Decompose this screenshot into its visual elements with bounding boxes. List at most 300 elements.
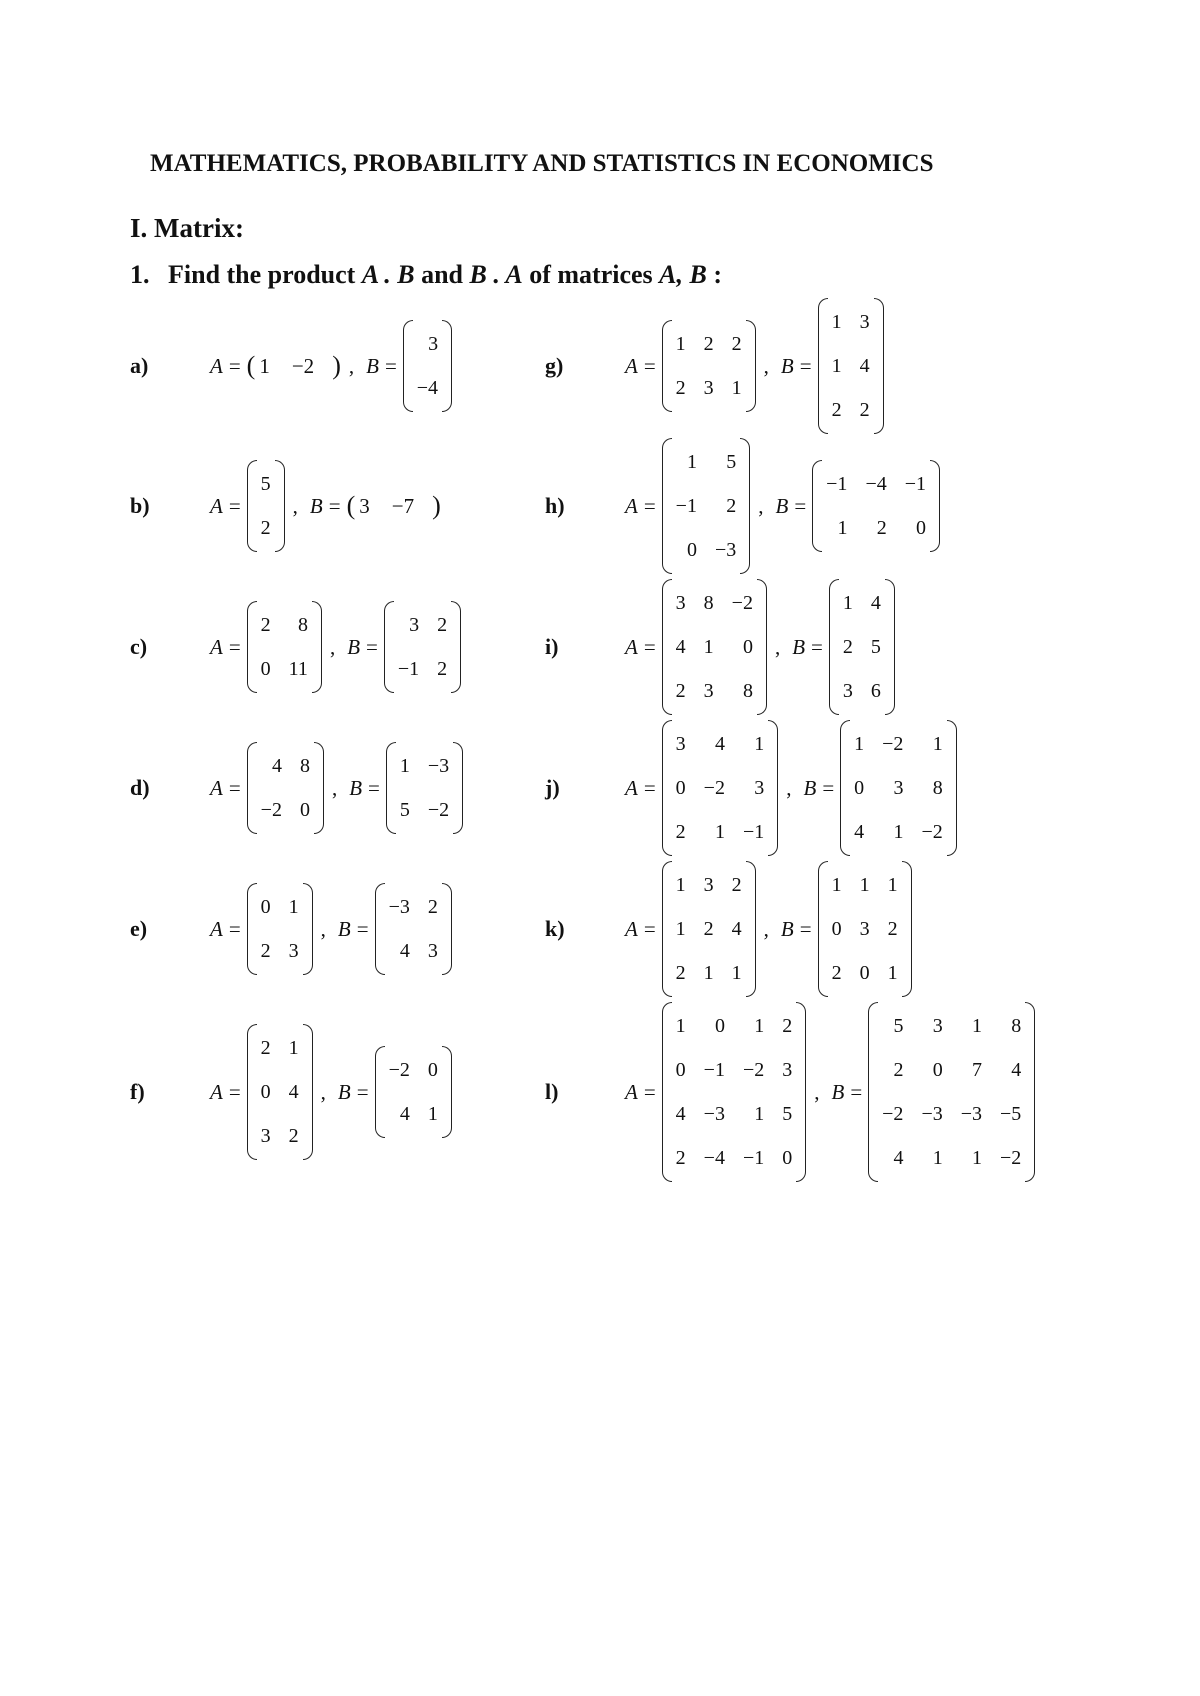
b-grid	[385, 1046, 442, 1138]
bracket-right	[275, 460, 285, 552]
b-matrix	[868, 1002, 1035, 1182]
matrix-entry: 3	[703, 679, 714, 702]
b-grid	[413, 320, 442, 412]
problem-equation	[625, 861, 912, 997]
bracket-right	[453, 742, 463, 834]
matrix-entry: 2	[831, 398, 842, 421]
matrix-entry: 2	[437, 657, 448, 680]
matrix-entry: 1	[754, 1102, 765, 1125]
matrix-entry: −2	[921, 820, 943, 843]
equals-sign: =	[643, 1079, 656, 1104]
matrix-entry: −4	[416, 376, 439, 399]
bracket-left	[812, 460, 822, 552]
var-b: B	[366, 353, 379, 378]
matrix-entry: 3	[703, 873, 714, 896]
matrix-entry: 2	[675, 820, 686, 843]
equals-sign: =	[643, 493, 656, 518]
bracket-left	[403, 320, 413, 412]
matrix-entry: 8	[297, 613, 308, 636]
matrix-entry: 2	[437, 613, 448, 636]
matrix-entry: 1	[288, 1036, 299, 1059]
b-matrix	[818, 298, 884, 434]
problem-k	[545, 873, 912, 984]
matrix-entry: 2	[260, 516, 271, 539]
comma: ,	[763, 916, 769, 941]
matrix-entry: 3	[675, 732, 686, 755]
var-a: A	[625, 916, 638, 941]
matrix-entry: 2	[703, 917, 714, 940]
matrix-entry: 8	[703, 591, 714, 614]
matrix-entry: 2	[782, 1014, 793, 1037]
bracket-left	[247, 460, 257, 552]
question-1	[130, 260, 722, 290]
matrix-entry: 8	[1011, 1014, 1022, 1037]
matrix-entry: −2	[260, 798, 282, 821]
matrix-entry: 1	[837, 516, 848, 539]
b-grid	[394, 601, 451, 693]
equals-sign: =	[228, 916, 241, 941]
var-b: B	[347, 634, 361, 659]
equals-sign: =	[368, 775, 380, 800]
problem-equation	[625, 579, 895, 715]
a-matrix	[662, 438, 751, 574]
matrix-entry: −3	[388, 895, 410, 918]
matrix-entry: −3	[960, 1102, 982, 1125]
matrix-entry: 2	[675, 961, 686, 984]
problem-i	[545, 591, 895, 702]
a-matrix	[662, 579, 767, 715]
matrix-entry: 1	[972, 1146, 982, 1169]
b-grid	[396, 742, 453, 834]
matrix-entry: −4	[865, 472, 887, 495]
matrix-entry: −1	[904, 472, 926, 495]
comma: ,	[329, 634, 336, 659]
page-title: MATHEMATICS, PROBABILITY AND STATISTICS IN ECONOMICS	[150, 150, 934, 177]
matrix-entry: 2	[260, 939, 271, 962]
bracket-left	[662, 720, 672, 856]
problem-label: j)	[545, 775, 560, 800]
matrix-entry: 2	[842, 635, 853, 658]
b-grid	[822, 460, 930, 552]
comma: ,	[774, 634, 781, 659]
matrix-entry: 1	[703, 961, 714, 984]
bracket-right	[757, 579, 767, 715]
equals-sign: =	[643, 353, 656, 378]
matrix-entry: 5	[399, 798, 410, 821]
problem-label: b)	[130, 493, 150, 518]
matrix-entry: 0	[260, 1080, 271, 1103]
matrix-entry: 3	[428, 332, 439, 355]
matrix-entry: 2	[726, 494, 737, 517]
matrix-entry: 0	[831, 917, 842, 940]
matrix-entry: −4	[703, 1146, 725, 1169]
matrix-entry: −5	[1000, 1102, 1022, 1125]
equals-sign: =	[799, 916, 812, 941]
equals-sign: =	[228, 1079, 241, 1104]
bracket-left	[662, 861, 672, 997]
a-grid	[257, 601, 312, 693]
equals-sign: =	[850, 1079, 863, 1104]
matrix-entry: 3	[782, 1058, 793, 1081]
bracket-left	[662, 579, 672, 715]
matrix-entry: 1	[932, 732, 943, 755]
bracket-left	[247, 742, 257, 834]
equals-sign: =	[799, 353, 812, 378]
matrix-entry: −2	[388, 1058, 410, 1081]
paren-right: )	[432, 491, 441, 520]
matrix-entry: 1	[859, 873, 870, 896]
bracket-left	[840, 720, 850, 856]
a-matrix	[662, 1002, 807, 1182]
matrix-entry: −1	[742, 1146, 765, 1169]
bracket-left	[247, 1024, 257, 1160]
matrix-entry: −2	[703, 776, 725, 799]
matrix-entry: 2	[427, 895, 438, 918]
equals-sign: =	[356, 916, 369, 941]
matrix-entry: 1	[854, 732, 865, 755]
matrix-entry: 4	[859, 354, 870, 377]
a-grid	[672, 320, 746, 412]
b-matrix	[818, 861, 912, 997]
matrix-entry: 2	[859, 398, 870, 421]
a-matrix	[247, 1024, 313, 1160]
b-matrix	[840, 720, 957, 856]
matrix-entry: 2	[675, 679, 686, 702]
problem-label: g)	[545, 353, 564, 378]
matrix-entry: −2	[731, 591, 753, 614]
var-b: B	[792, 634, 806, 659]
matrix-entry: 8	[742, 679, 753, 702]
matrix-entry: 0	[854, 776, 865, 799]
bracket-right	[746, 861, 756, 997]
equals-sign: =	[811, 634, 823, 659]
paren-left: (	[346, 491, 356, 520]
bracket-left	[818, 861, 828, 997]
comma: ,	[758, 493, 764, 518]
matrix-entry: −1	[742, 820, 765, 843]
problem-b	[130, 472, 441, 539]
matrix-entry: 5	[260, 472, 271, 495]
paren-right: )	[332, 351, 341, 380]
matrix-entry: 4	[271, 754, 282, 777]
matrix-entry: −2	[742, 1058, 765, 1081]
var-b: B	[309, 493, 323, 518]
matrix-entry: 1	[686, 450, 697, 473]
a-grid	[672, 438, 741, 574]
bracket-left	[829, 579, 839, 715]
matrix-entry: 0	[260, 657, 271, 680]
matrix-entry: 4	[1011, 1058, 1022, 1081]
matrix-entry: 1	[831, 873, 842, 896]
var-a: A	[210, 775, 223, 800]
matrix-entry: 1	[703, 635, 714, 658]
bracket-right	[442, 320, 452, 412]
equals-sign: =	[643, 916, 656, 941]
bracket-left	[247, 601, 257, 693]
matrix-entry: 4	[399, 939, 410, 962]
matrix-entry: 3	[260, 1124, 271, 1147]
equals-sign: =	[366, 634, 378, 659]
matrix-entry: 2	[675, 376, 686, 399]
problem-label: a)	[130, 353, 149, 378]
matrix-entry: 1	[887, 961, 898, 984]
a-matrix	[247, 460, 285, 552]
matrix-entry: 1	[754, 1014, 765, 1037]
var-b: B	[775, 493, 789, 518]
b-matrix	[384, 601, 461, 693]
a-matrix	[247, 601, 322, 693]
matrix-entry: 3	[703, 376, 714, 399]
matrix-entry: 8	[932, 776, 943, 799]
a-grid	[672, 861, 746, 997]
matrix-entry: 2	[731, 873, 742, 896]
matrix-entry: 0	[675, 776, 686, 799]
matrix-entry: −2	[882, 1102, 904, 1125]
bracket-right	[1025, 1002, 1035, 1182]
var-a: A	[210, 1079, 223, 1104]
matrix-entry: 0	[782, 1146, 793, 1169]
var-a: A	[210, 916, 223, 941]
question-expr-1: A . B	[361, 260, 415, 289]
b-matrix	[812, 460, 940, 552]
matrix-entry: 4	[870, 591, 881, 614]
problem-label: e)	[130, 916, 148, 941]
bracket-right	[451, 601, 461, 693]
matrix-entry: 2	[893, 1058, 904, 1081]
matrix-entry: 2	[260, 613, 271, 636]
a-grid	[672, 720, 769, 856]
bracket-right	[947, 720, 957, 856]
a-matrix	[662, 320, 756, 412]
problem-equation	[625, 438, 940, 574]
matrix-entry: 3	[427, 939, 438, 962]
matrix-entry: 0	[299, 798, 310, 821]
var-a: A	[210, 634, 223, 659]
problem-equation	[210, 742, 463, 834]
matrix-entry: 1	[288, 895, 299, 918]
matrix-entry: 1	[831, 310, 842, 333]
bracket-left	[386, 742, 396, 834]
matrix-entry: 3	[893, 776, 904, 799]
bracket-right	[874, 298, 884, 434]
bracket-right	[303, 1024, 313, 1160]
a-row-vector	[247, 351, 341, 381]
matrix-entry: 1	[893, 820, 904, 843]
matrix-entry: 1	[972, 1014, 982, 1037]
equals-sign: =	[643, 775, 656, 800]
problem-j	[545, 732, 957, 843]
problem-g	[545, 310, 884, 421]
matrix-entry: −3	[427, 754, 450, 777]
problem-equation	[210, 883, 452, 975]
matrix-entry: 2	[731, 332, 742, 355]
problem-f	[130, 1036, 452, 1147]
matrix-entry: 0	[714, 1014, 725, 1037]
bracket-left	[384, 601, 394, 693]
matrix-entry: 2	[288, 1124, 299, 1147]
matrix-entry: 2	[675, 1146, 686, 1169]
question-vars: A, B	[659, 260, 707, 289]
matrix-entry: 1	[842, 591, 853, 614]
equals-sign: =	[794, 493, 807, 518]
comma: ,	[786, 775, 792, 800]
var-a: A	[625, 634, 638, 659]
matrix-entry: 4	[399, 1102, 410, 1125]
a-matrix	[662, 720, 779, 856]
problem-equation	[625, 720, 957, 856]
matrix-entry: 0	[859, 961, 870, 984]
matrix-entry: 2	[703, 332, 714, 355]
equals-sign: =	[822, 775, 835, 800]
a-grid	[672, 579, 757, 715]
matrix-entry: 2	[887, 917, 898, 940]
a-grid	[257, 883, 303, 975]
matrix-entry: 5	[782, 1102, 793, 1125]
matrix-entry: 2	[831, 961, 842, 984]
problem-label: c)	[130, 634, 148, 659]
matrix-entry: 3	[288, 939, 299, 962]
matrix-entry: −2	[1000, 1146, 1022, 1169]
bracket-left	[662, 1002, 672, 1182]
bracket-right	[442, 883, 452, 975]
problem-e	[130, 895, 452, 962]
matrix-entry: 0	[932, 1058, 943, 1081]
problem-equation	[210, 1024, 452, 1160]
a-matrix	[247, 742, 324, 834]
bracket-left	[662, 438, 672, 574]
matrix-entry: 4	[675, 635, 686, 658]
matrix-entry: 1	[932, 1146, 943, 1169]
matrix-entry: 1	[675, 917, 686, 940]
var-b: B	[780, 353, 794, 378]
matrix-entry: 1	[887, 873, 898, 896]
matrix-entry: 1	[714, 820, 725, 843]
bracket-left	[375, 1046, 385, 1138]
var-b: B	[780, 916, 794, 941]
var-a: A	[625, 775, 638, 800]
matrix-entry: 1	[831, 354, 842, 377]
matrix-entry: −2	[427, 798, 450, 821]
matrix-entry: 11	[288, 657, 308, 680]
b-matrix	[375, 883, 452, 975]
matrix-entry: −1	[397, 657, 420, 680]
matrix-entry: 5	[726, 450, 737, 473]
bracket-right	[746, 320, 756, 412]
comma: ,	[331, 775, 338, 800]
matrix-entry: 5	[870, 635, 881, 658]
matrix-entry: 1	[675, 873, 686, 896]
matrix-entry: 3	[409, 613, 420, 636]
matrix-entry: 1	[675, 1014, 686, 1037]
problem-equation	[625, 298, 884, 434]
var-a: A	[625, 353, 638, 378]
matrix-entry: −3	[703, 1102, 725, 1125]
matrix-entry: −7	[391, 493, 415, 518]
matrix-entry: 4	[893, 1146, 904, 1169]
bracket-right	[768, 720, 778, 856]
bracket-right	[930, 460, 940, 552]
var-b: B	[337, 1079, 351, 1104]
matrix-entry: 1	[675, 332, 686, 355]
a-grid	[257, 742, 314, 834]
matrix-entry: 3	[675, 591, 686, 614]
bracket-right	[885, 579, 895, 715]
a-grid	[257, 1024, 303, 1160]
section-heading: I. Matrix:	[130, 213, 244, 243]
matrix-entry: −3	[921, 1102, 943, 1125]
bracket-left	[375, 883, 385, 975]
matrix-entry: 1	[731, 376, 742, 399]
matrix-entry: −1	[703, 1058, 725, 1081]
matrix-entry: 3	[859, 310, 870, 333]
matrix-entry: 0	[675, 1058, 686, 1081]
matrix-entry: 0	[686, 538, 697, 561]
equals-sign: =	[228, 353, 241, 378]
equals-sign: =	[643, 634, 656, 659]
question-number: 1.	[130, 260, 150, 289]
a-matrix	[247, 883, 313, 975]
matrix-entry: 5	[893, 1014, 904, 1037]
equals-sign: =	[228, 493, 241, 518]
bracket-left	[662, 320, 672, 412]
matrix-entry: −1	[826, 472, 848, 495]
bracket-right	[312, 601, 322, 693]
matrix-entry: −2	[882, 732, 904, 755]
b-grid	[828, 861, 902, 997]
b-row-vector	[347, 491, 441, 521]
problem-d	[130, 754, 463, 821]
bracket-right	[442, 1046, 452, 1138]
bracket-left	[818, 298, 828, 434]
equals-sign: =	[228, 634, 241, 659]
matrix-entry: 0	[260, 895, 271, 918]
question-text-mid: of matrices	[529, 260, 653, 289]
bracket-right	[796, 1002, 806, 1182]
a-matrix	[662, 861, 756, 997]
var-b: B	[831, 1079, 845, 1104]
matrix-entry: 1	[427, 1102, 438, 1125]
problem-label: d)	[130, 775, 150, 800]
matrix-entry: 7	[972, 1058, 982, 1081]
problem-label: f)	[130, 1079, 145, 1104]
comma: ,	[320, 1079, 326, 1104]
b-grid	[385, 883, 442, 975]
question-conj: and	[421, 260, 464, 289]
matrix-entry: 1	[259, 353, 270, 378]
comma: ,	[763, 353, 769, 378]
b-grid	[850, 720, 947, 856]
matrix-entry: 0	[427, 1058, 438, 1081]
bracket-right	[902, 861, 912, 997]
question-text-before: Find the product	[168, 260, 356, 289]
problem-c	[130, 613, 461, 680]
equals-sign: =	[356, 1079, 369, 1104]
equals-sign: =	[384, 353, 397, 378]
comma: ,	[814, 1079, 820, 1104]
comma: ,	[348, 353, 355, 378]
b-matrix	[375, 1046, 452, 1138]
b-grid	[839, 579, 885, 715]
matrix-entry: 6	[870, 679, 881, 702]
b-grid	[828, 298, 874, 434]
bracket-left	[247, 883, 257, 975]
matrix-entry: 0	[742, 635, 753, 658]
a-grid	[672, 1002, 797, 1182]
matrix-entry: 2	[260, 1036, 271, 1059]
a-grid	[257, 460, 275, 552]
var-a: A	[210, 493, 223, 518]
b-matrix	[829, 579, 895, 715]
